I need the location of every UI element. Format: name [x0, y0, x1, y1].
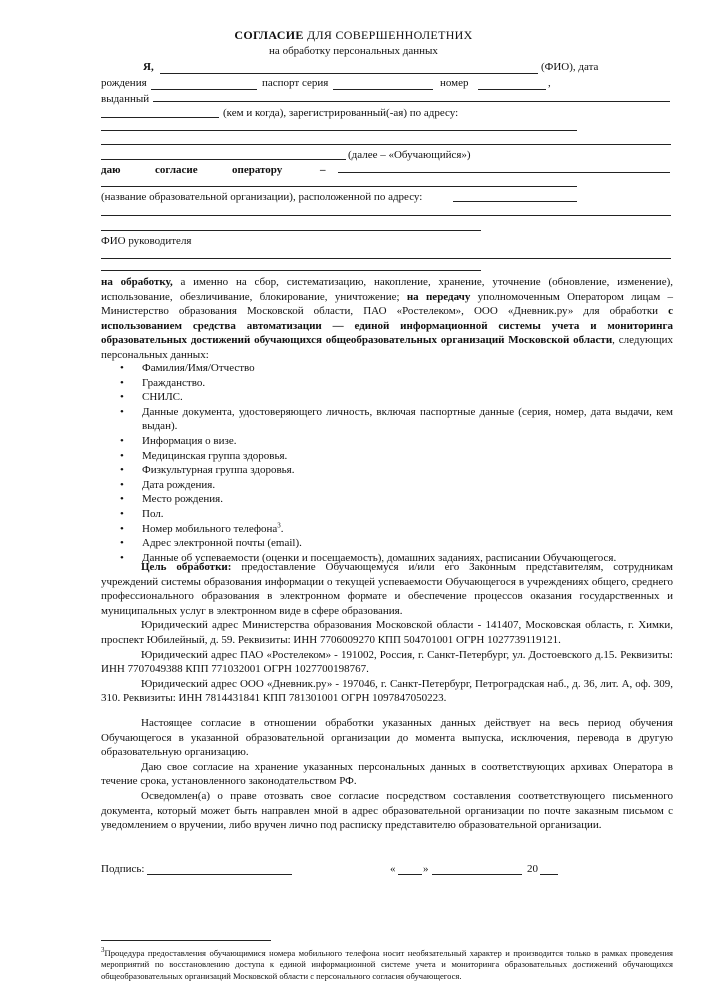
- list-item: • Физкультурная группа здоровья.: [101, 463, 673, 478]
- list-item: • Номер мобильного телефона$^3$.: [101, 522, 673, 537]
- issued-hint: (кем и когда), зарегистрированный(-ая) по адресу:: [223, 107, 459, 119]
- birth-date-field[interactable]: [151, 89, 257, 90]
- day-field[interactable]: [398, 874, 422, 875]
- date-close-quote: »: [423, 863, 429, 875]
- org-address-line-2[interactable]: [101, 215, 671, 216]
- list-item: • Гражданство.: [101, 376, 673, 391]
- operator-dash: –: [320, 164, 326, 176]
- purpose-text-2: уполномоченным Оператором лицам – Министерство образования Московской области, ПАО «Ростелеком», ООО «Дневник.ру» для обработки: [101, 290, 673, 318]
- passport-series-label: паспорт серия: [262, 77, 329, 89]
- org-hint: (название образовательной организации), расположенной по адресу:: [101, 191, 423, 203]
- footnote: [101, 948, 673, 982]
- list-item-phone: Номер мобильного телефона: [142, 522, 278, 535]
- footnote-text: Процедура предоставления обучающимися номера мобильного телефона носит необязательный характер и производится только в рамках проведения мероприятий по восстановлению доступа к единой информационной системе учета и мониторинга образовательных достижений обучающихся общеобразовательных организаций Московской области с персонального согласия обучающегося.: [101, 948, 673, 981]
- passport-series-field[interactable]: [333, 89, 433, 90]
- list-item: • Пол.: [101, 507, 673, 522]
- year-field[interactable]: [540, 874, 558, 875]
- list-item: • Данные документа, удостоверяющего личность, включая паспортные данные (серия, номер, дата выдачи, кем выдан).: [101, 405, 673, 434]
- personal-data-list: [101, 361, 673, 565]
- give-word: даю: [101, 164, 121, 176]
- signature-label: Подпись:: [101, 863, 145, 875]
- list-item: • Информация о визе.: [101, 434, 673, 449]
- purpose-paragraph: [101, 275, 673, 363]
- date-open-quote: «: [390, 863, 396, 875]
- footnote-ref: 3: [277, 520, 281, 529]
- list-item: • Место рождения.: [101, 492, 673, 507]
- comma: ,: [548, 77, 551, 89]
- signature-field[interactable]: [147, 874, 292, 875]
- footnote-mark: 3: [101, 946, 105, 955]
- goal-label: Цель обработки:: [141, 561, 232, 573]
- purpose-bold-3: с использованием средства автоматизации — единой информационной системы учета и мониторинга образовательных достижений обучающихся общеобразовательных организаций Московской области: [101, 305, 673, 347]
- issued-date-field[interactable]: [101, 117, 219, 118]
- ya-label: Я,: [143, 61, 154, 73]
- head-name-field[interactable]: [101, 258, 671, 259]
- address-line-2[interactable]: [101, 144, 671, 145]
- head-label: ФИО руководителя: [101, 235, 192, 247]
- purpose-bold-2: на передачу: [399, 290, 471, 303]
- org-address-field[interactable]: [453, 201, 577, 202]
- month-field[interactable]: [432, 874, 522, 875]
- purpose-text-1: а именно на сбор, систематизацию, накопление, хранение, уточнение (обновление, изменение), использование, обезличивание, блокирование, уничтожение;: [101, 276, 673, 303]
- validity-paragraph: Настоящее согласие в отношении обработки указанных данных действует на весь период обучения Обучающегося в указанной образовательной организации до момента выпуска, исключения, перевода в другую образовательную организацию.: [101, 717, 673, 759]
- student-name-field[interactable]: [101, 159, 346, 160]
- title-rest: ДЛЯ СОВЕРШЕННОЛЕТНИХ: [306, 28, 473, 42]
- title-bold: СОГЛАСИЕ: [234, 28, 304, 42]
- closing-section: [101, 716, 673, 833]
- consent-word: согласие: [155, 164, 198, 176]
- revocation-paragraph: Осведомлен(а) о праве отозвать свое согласие посредством составления соответствующего письменного документа, который может быть направлен мной в адрес образовательной организации по почте заказным письмом с уведомлением о вручении, либо вручен лично под расписку представителю образовательной организации.: [101, 789, 673, 832]
- address-dnevnik: Юридический адрес ООО «Дневник.ру» - 197046, г. Санкт-Петербург, Петроградская наб., д. 36, лит. А, оф. 309, 310. Реквизиты: ИНН 7814431841 КПП 781301001 ОГРН 1097847050223.: [101, 677, 673, 705]
- goal-section: [101, 560, 673, 706]
- address-line-1[interactable]: [101, 130, 577, 131]
- operator-word: оператору: [232, 164, 283, 176]
- issued-label: выданный: [101, 93, 150, 105]
- passport-number-label: номер: [440, 77, 469, 89]
- list-item: • Данные об успеваемости (оценки и посещаемость), домашних заданиях, расписании Обучающегося.: [101, 551, 673, 566]
- passport-number-field[interactable]: [478, 89, 546, 90]
- address-ministry: Юридический адрес Министерства образования Московской области - 141407, Московская область, г. Химки, проспект Юбилейный, д. 59. Реквизиты: ИНН 7706009270 КПП 504701001 ОГРН 1027739119121.: [101, 619, 673, 646]
- storage-paragraph: Даю свое согласие на хранение указанных персональных данных в соответствующих архивах Оператора в течение срока, установленного законодательством РФ.: [101, 760, 673, 788]
- student-hint: (далее – «Обучающийся»): [348, 149, 471, 161]
- org-address-line-3[interactable]: [101, 230, 481, 231]
- list-item: • Медицинская группа здоровья.: [101, 449, 673, 464]
- list-item: • Дата рождения.: [101, 478, 673, 493]
- footnote-separator: [101, 940, 271, 941]
- fio-label: (ФИО), дата: [541, 61, 599, 73]
- document-subtitle: на обработку персональных данных: [269, 45, 438, 57]
- birth-label: рождения: [101, 77, 147, 89]
- year-prefix: 20: [527, 863, 538, 875]
- head-name-line-2[interactable]: [101, 270, 481, 271]
- list-item: • СНИЛС.: [101, 390, 673, 405]
- goal-text: предоставление Обучающемуся и/или его Законным представителям, сотрудникам учреждений системы образования информации о текущей успеваемости Обучающегося в учреждениях общего, среднего профессионального образования в электронном формате и обеспечение процессов оказания государственных и муниципальных услуг в электронном виде в сфере образования.: [101, 561, 673, 617]
- org-name-line[interactable]: [101, 186, 577, 187]
- address-rostelecom: Юридический адрес ПАО «Ростелеком» - 191002, Россия, г. Санкт-Петербург, ул. Достоевского д.15. Реквизиты: ИНН 7707049388 КПП 771032001 ОГРН 1027700198767.: [101, 648, 673, 676]
- purpose-text-3: , следующих персональных данных:: [101, 334, 674, 361]
- list-item: • Фамилия/Имя/Отчество: [101, 361, 673, 376]
- purpose-bold-1: на обработку,: [101, 276, 173, 288]
- document-title: [0, 28, 707, 43]
- fio-field[interactable]: [160, 73, 538, 74]
- issued-by-field[interactable]: [153, 101, 670, 102]
- operator-field[interactable]: [338, 172, 670, 173]
- list-item: • Адрес электронной почты (email).: [101, 536, 673, 551]
